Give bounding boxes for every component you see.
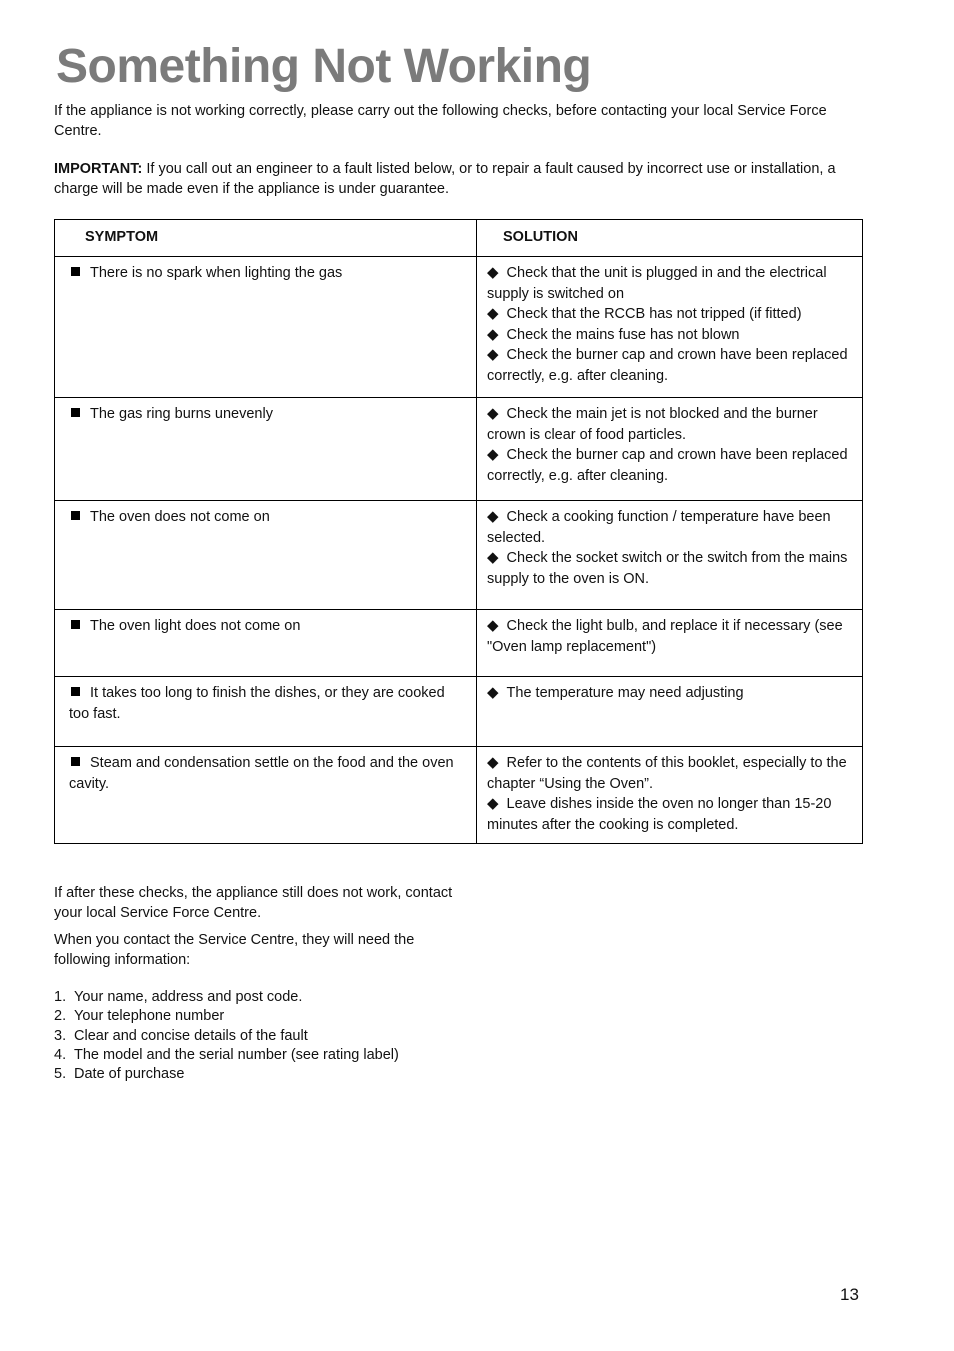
page-number: 13: [840, 1285, 859, 1304]
diamond-bullet-icon: ◆: [487, 446, 499, 463]
table-row: [55, 747, 863, 844]
list-item: [54, 1027, 399, 1046]
square-bullet-icon: [71, 757, 80, 766]
solution-item: [487, 794, 854, 835]
solution-item: [487, 616, 854, 657]
list-text: Clear and concise details of the fault: [74, 1027, 308, 1044]
symptom-text: The oven light does not come on: [90, 618, 301, 634]
diamond-bullet-icon: ◆: [487, 795, 499, 812]
symptom-text: It takes too long to finish the dishes, or they are cooked too fast.: [69, 685, 445, 722]
symptom-cell: [55, 257, 477, 398]
diamond-bullet-icon: ◆: [487, 264, 499, 281]
square-bullet-icon: [71, 620, 80, 629]
symptom-cell: [55, 677, 477, 747]
symptom-cell: [55, 610, 477, 677]
solution-item: [487, 507, 854, 548]
square-bullet-icon: [71, 408, 80, 417]
after-checks-paragraph: If after these checks, the appliance still does not work, contact your local Service Force Centre.: [54, 885, 453, 921]
solution-item: [487, 345, 854, 386]
symptom-text: The gas ring burns unevenly: [90, 406, 273, 422]
table-row: [55, 501, 863, 610]
diamond-bullet-icon: ◆: [487, 684, 499, 701]
solution-text: Check that the unit is plugged in and the electrical supply is switched on: [487, 265, 827, 302]
symptom-cell: [55, 398, 477, 501]
list-text: Your telephone number: [74, 1008, 225, 1025]
solution-cell: [477, 610, 863, 677]
solution-header: SOLUTION: [477, 220, 863, 257]
symptom-text: The oven does not come on: [90, 509, 270, 525]
table-row: [55, 610, 863, 677]
symptom-text: There is no spark when lighting the gas: [90, 265, 343, 281]
square-bullet-icon: [71, 267, 80, 276]
list-item: [54, 1065, 399, 1084]
solution-text: Leave dishes inside the oven no longer than 15-20 minutes after the cooking is completed.: [487, 796, 832, 833]
solution-cell: [477, 501, 863, 610]
list-item: [54, 1007, 399, 1026]
troubleshooting-table: [54, 219, 863, 844]
table-header-row: [55, 220, 863, 257]
table-row: [55, 677, 863, 747]
solution-item: [487, 404, 854, 445]
solution-text: Check the mains fuse has not blown: [506, 326, 740, 343]
list-text: Date of purchase: [74, 1066, 185, 1083]
page-title: Something Not Working: [56, 40, 592, 93]
list-number: 1.: [54, 989, 67, 1005]
solution-text: Check that the RCCB has not tripped (if fitted): [506, 306, 802, 322]
solution-text: Check the main jet is not blocked and the burner crown is clear of food particles.: [487, 406, 818, 443]
solution-item: [487, 263, 854, 304]
symptom-text: Steam and condensation settle on the food and the oven cavity.: [69, 755, 454, 792]
contact-info-paragraph: When you contact the Service Centre, they will need the following information:: [54, 932, 415, 968]
solution-text: Check the light bulb, and replace it if necessary (see "Oven lamp replacement"): [487, 618, 843, 655]
solution-text: Refer to the contents of this booklet, especially to the chapter “Using the Oven”.: [487, 755, 847, 792]
solution-cell: [477, 257, 863, 398]
symptom-cell: [55, 501, 477, 610]
list-item: [54, 988, 399, 1007]
list-number: 5.: [54, 1066, 67, 1083]
solution-text: Check a cooking function / temperature have been selected.: [487, 509, 831, 546]
diamond-bullet-icon: ◆: [487, 617, 499, 634]
diamond-bullet-icon: ◆: [487, 305, 499, 322]
list-item: [54, 1046, 399, 1065]
symptom-header: SYMPTOM: [55, 220, 477, 257]
solution-cell: [477, 747, 863, 844]
table-row: [55, 398, 863, 501]
solution-text: The temperature may need adjusting: [506, 685, 744, 701]
solution-item: [487, 683, 854, 704]
list-number: 4.: [54, 1046, 67, 1063]
diamond-bullet-icon: ◆: [487, 405, 499, 422]
list-number: 3.: [54, 1027, 67, 1044]
solution-item: [487, 304, 854, 325]
square-bullet-icon: [71, 511, 80, 520]
solution-text: Check the burner cap and crown have been replaced correctly, e.g. after cleaning.: [487, 447, 848, 484]
diamond-bullet-icon: ◆: [487, 325, 499, 343]
solution-cell: [477, 677, 863, 747]
symptom-cell: [55, 747, 477, 844]
solution-item: [487, 325, 854, 346]
solution-item: [487, 548, 854, 589]
list-text: Your name, address and post code.: [74, 989, 303, 1005]
diamond-bullet-icon: ◆: [487, 508, 499, 525]
list-number: 2.: [54, 1008, 67, 1025]
solution-item: [487, 445, 854, 486]
square-bullet-icon: [71, 687, 80, 696]
solution-text: Check the burner cap and crown have been replaced correctly, e.g. after cleaning.: [487, 347, 848, 384]
diamond-bullet-icon: ◆: [487, 346, 499, 363]
important-text: If you call out an engineer to a fault listed below, or to repair a fault caused by incorrect use or installation, a charge will be made even if the appliance is under guarantee.: [54, 161, 836, 197]
intro-paragraph: If the appliance is not working correctly, please carry out the following checks, before contacting your local Service Force Centre.: [54, 103, 827, 139]
table-row: [55, 257, 863, 398]
solution-item: [487, 753, 854, 794]
solution-text: Check the socket switch or the switch from the mains supply to the oven is ON.: [487, 550, 848, 587]
important-label: IMPORTANT:: [54, 161, 143, 177]
diamond-bullet-icon: ◆: [487, 754, 499, 771]
solution-cell: [477, 398, 863, 501]
list-text: The model and the serial number (see rating label): [74, 1046, 399, 1063]
info-list: [54, 988, 399, 1084]
important-notice: [54, 159, 866, 199]
diamond-bullet-icon: ◆: [487, 549, 499, 566]
